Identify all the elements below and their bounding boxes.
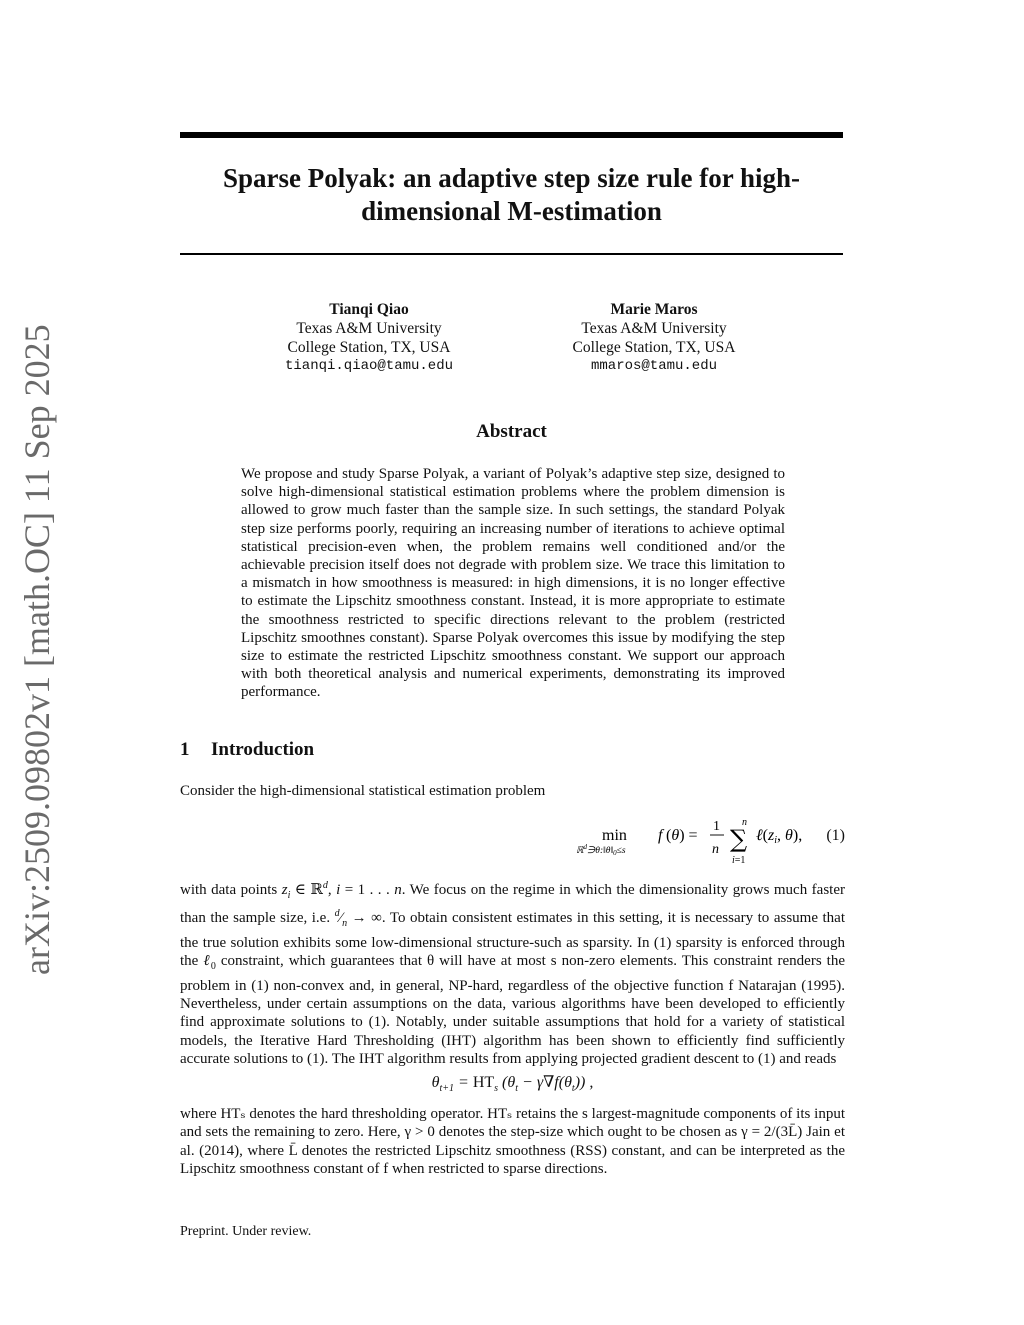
svg-text:f: f [658, 827, 663, 844]
author-name: Marie Maros [610, 301, 698, 318]
svg-text:∑: ∑ [730, 825, 748, 853]
arxiv-stamp: arXiv:2509.09802v1 [math.OC] 11 Sep 2025 [17, 324, 57, 975]
text-run: constraint, which guarantees that θ will have at most s non-zero elements. This constraint renders the problem in (1) non-convex and, in general, NP-hard, regardless of the objective function f Natarajan (1995). Nevertheless, under certain assumptions on the data, various algorithms have been developed to efficiently find approximate solutions to (1). Notably, under suitable assumptions that hold for a variety of statistical models, the Iterative Hard Thresholding (IHT) algorithm has been shown to efficiently find sufficiently accurate solutions to (1). The IHT algorithm results from applying projected gradient descent to (1) and reads [180, 953, 845, 1068]
footer-note: Preprint. Under review. [180, 1224, 312, 1239]
author-name: Tianqi Qiao [329, 301, 409, 318]
text-run: with data points [180, 882, 282, 898]
paragraph-body: with data points $z_i$ ∈ ℝ$^d$, i = 1 . . . n. We focus on the regime in which the dimensionality grows much faster than the sample size, i.e. $^d⁄_n$ → ∞. To obtain consistent estimates in this setting, it is necessary to assume that the true solution exhibits some low-dimensional structure-such as sparsity. In (1) sparsity is enforced through the ℓ$_0$ constraint, which guarantees that θ will have at most s non-zero elements. This constraint renders the problem in (1) non-convex and, in general, NP-hard, regardless of the objective function f Natarajan (1995). Nevertheless, under certain assumptions on the data, various algorithms have been developed to efficiently find approximate solutions to (1). Notably, under suitable assumptions that hold for a variety of statistical models, the Iterative Hard Thresholding (IHT) algorithm has been shown to efficiently find sufficiently accurate solutions to (1). The IHT algorithm results from applying projected gradient descent to (1) and reads [180, 880, 845, 1068]
equation-number: (1) [826, 827, 845, 844]
svg-text:n: n [712, 842, 719, 857]
section-title: Introduction [211, 739, 315, 760]
abstract-text: We propose and study Sparse Polyak, a variant of Polyak’s adaptive step size, designed to solve high-dimensional statistical estimation problems where the problem dimension is allowed to grow much faster than the sample size. In such settings, the standard Polyak step size performs poorly, requiring an increasing number of iterations to achieve optimal statistical precision-even when, the problem remains well conditioned and/or the achievable precision itself does not degrade with problem size. We trace this limitation to a mismatch in how smoothness is measured: in high dimensions, it is no longer effective to estimate the Lipschitz smoothness constant. Instead, it is more appropriate to estimate the smoothness restricted to specific directions relevant to the problem (restricted Lipschitz smoothnes constant). Sparse Polyak overcomes this issue by modifying the step size to estimate the restricted Lipschitz smoothness constant. We support our approach with both theoretical analysis and numerical experiments, demonstrating its improved performance. [241, 466, 785, 701]
author-location: College Station, TX, USA [287, 339, 451, 356]
equation-1-math [576, 815, 816, 867]
paragraph-body-2: where HTₛ denotes the hard thresholding operator. HTₛ retains the s largest-magnitude components of its input and sets the remaining to zero. Here, γ > 0 denotes the step-size which ought to be chosen as γ = 2/(3L̄) Jain et al. (2014), where L̄ denotes the restricted Lipschitz smoothness (RSS) constant, and can be interpreted as the Lipschitz smoothness constant of f when restricted to sparse directions. [180, 1106, 845, 1178]
equation-iht: $\theta_{t+1} = HT_s$ $(\theta_t - \gamma\nabla f(\theta_t))$ , [431, 1074, 594, 1095]
svg-text:min: min [602, 827, 627, 844]
title-rule-top [180, 132, 843, 138]
author-affiliation: Texas A&M University [296, 320, 442, 337]
text-run: . We focus on the regime in which the dimensionality grows much faster than the sample size, i.e. [180, 882, 845, 927]
svg-text:n: n [742, 817, 747, 828]
author-email[interactable]: mmaros@tamu.edu [590, 358, 718, 374]
section-number: 1 [180, 739, 190, 760]
abstract-heading: Abstract [476, 421, 547, 442]
author-affiliation: Texas A&M University [581, 320, 727, 337]
svg-text:(θ) =: (θ) = [666, 827, 698, 844]
title-rule-bottom [180, 253, 843, 255]
author-email[interactable]: tianqi.qiao@tamu.edu [284, 358, 454, 374]
section-heading [180, 739, 314, 761]
text-run: . To obtain consistent estimates in this setting, it is necessary to assume that the true solution exhibits some low-dimensional structure-such as sparsity. In (1) sparsity is enforced through the [180, 910, 845, 970]
svg-text:i=1: i=1 [732, 855, 746, 866]
author-block-1 [239, 300, 499, 376]
svg-text:1: 1 [713, 819, 720, 834]
svg-text:ℓ(zi, θ),: ℓ(zi, θ), [756, 827, 803, 846]
author-location: College Station, TX, USA [572, 339, 736, 356]
paper-title: Sparse Polyak: an adaptive step size rule for high-dimensional M-estimation [222, 163, 800, 226]
author-block-2 [524, 300, 784, 376]
svg-text:ℝd∋θ:‖θ‖0≤s: $ℝ^d∋\theta:‖\theta‖_0\le s$ [576, 843, 626, 857]
equation-1 [180, 815, 845, 867]
paragraph-intro: Consider the high-dimensional statistical estimation problem [180, 783, 546, 799]
